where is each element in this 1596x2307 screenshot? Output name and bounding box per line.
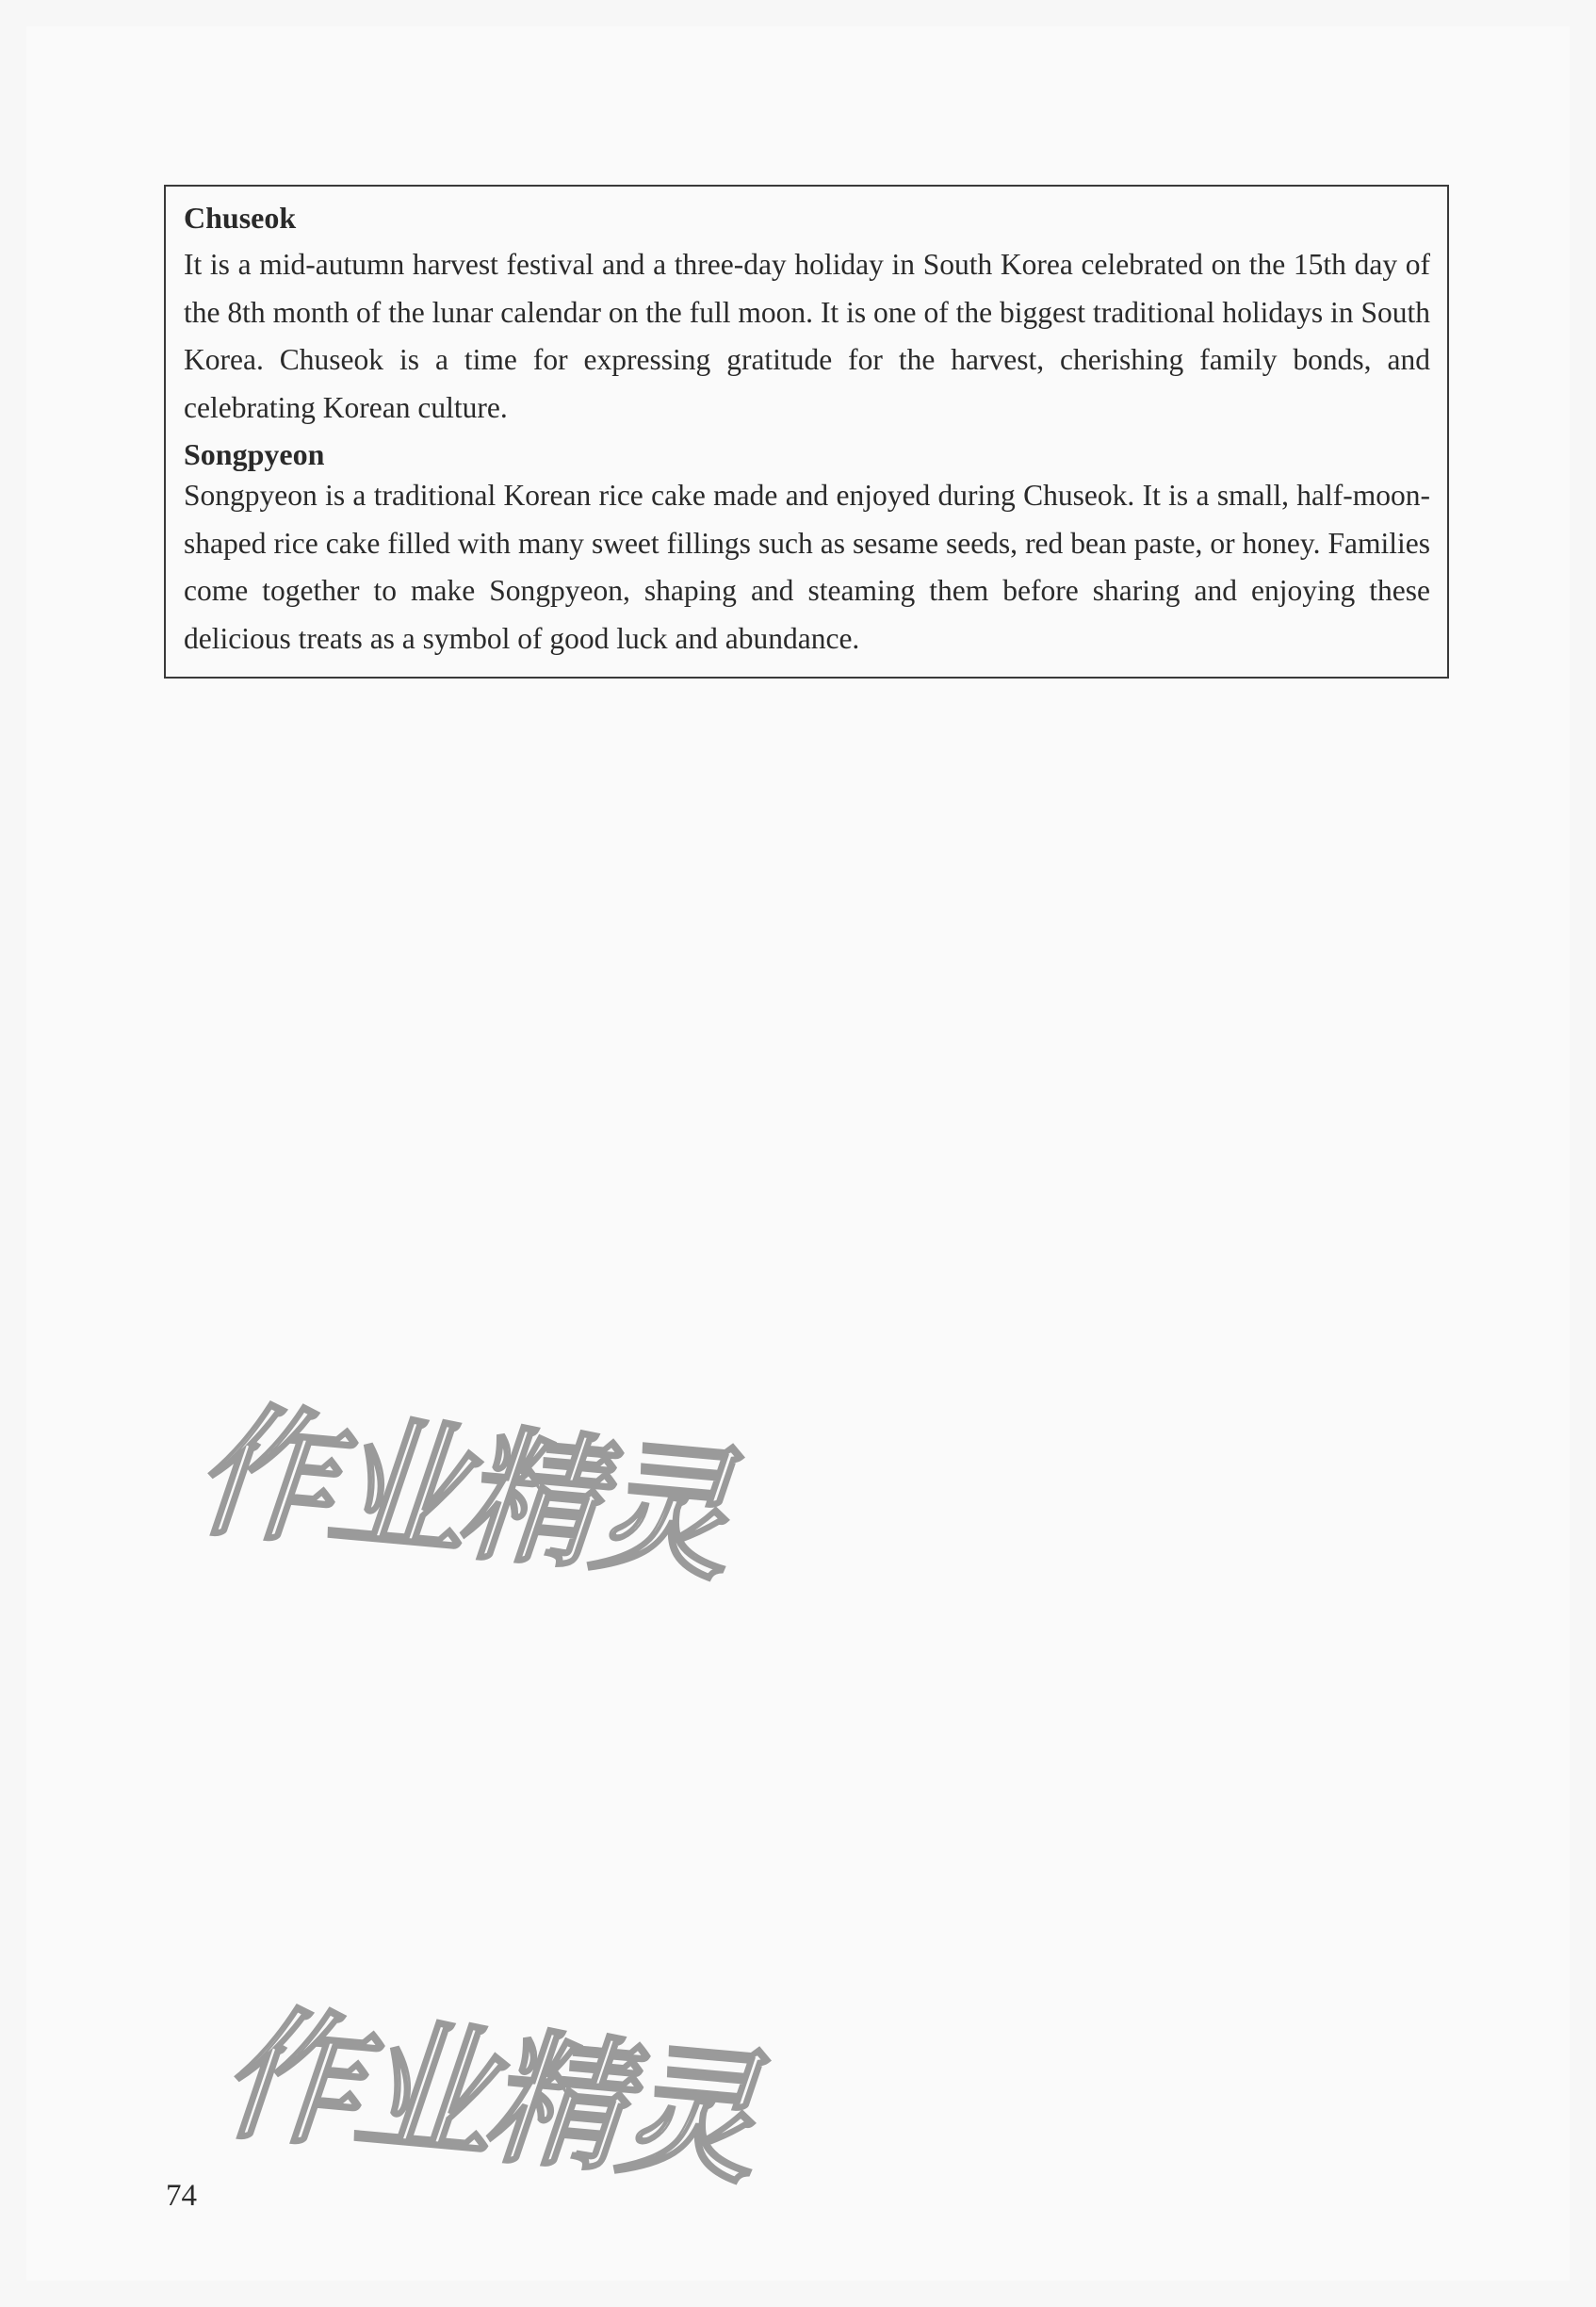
term-definition-chuseok: It is a mid-autumn harvest festival and a three-day holiday in South Korea celebrated on the 15th day of the 8th month of the lunar calendar on the full moon. It is one of the biggest traditional holidays in South Korea. Chuseok is a time for expressing gratitude for the harvest, cherishing family bonds, and celebrating Korean culture. bbox=[184, 248, 1430, 424]
watermark-text: 作业精灵 bbox=[206, 1992, 791, 2204]
term-title-chuseok: Chuseok bbox=[184, 201, 297, 235]
term-definition-songpyeon: Songpyeon is a traditional Korean rice cake made and enjoyed during Chuseok. It is a small, half-moon-shaped rice cake filled with many sweet fillings such as sesame seeds, red bean paste, or honey. Families come together to make Songpyeon, shaping and steaming them before sharing and enjoying these delicious treats as a symbol of good luck and abundance. bbox=[184, 479, 1430, 655]
glossary-box bbox=[164, 185, 1449, 679]
term-title-songpyeon: Songpyeon bbox=[184, 437, 325, 471]
watermark-text: 作业精灵 bbox=[180, 1389, 765, 1601]
page-number: 74 bbox=[166, 2179, 197, 2213]
